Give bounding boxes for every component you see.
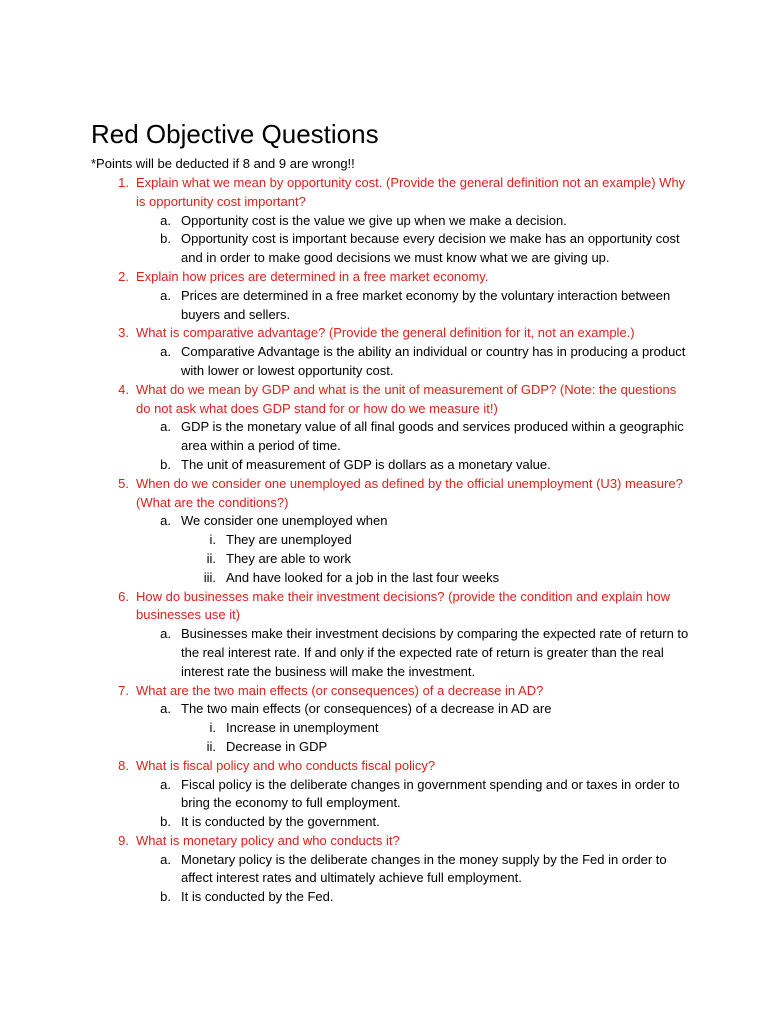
sub-answer-item (91, 738, 691, 757)
answer-item (91, 343, 691, 381)
answer-text: Fiscal policy is the deliberate changes in government spending and or taxes in order to bring the economy to full employment. (181, 776, 680, 811)
answer-item (91, 851, 691, 889)
question-number: 3. (118, 325, 129, 341)
answer-text: Opportunity cost is important because every decision we make has an opportunity cost and in order to make good decisions we must know what we are giving up. (181, 231, 680, 266)
answer-text: We consider one unemployed when (181, 513, 388, 529)
answer-label: a. (160, 513, 171, 529)
sub-answer-item (91, 569, 691, 588)
sub-answer-label: iii. (203, 569, 216, 585)
answer-label: a. (160, 344, 171, 360)
question-text: What are the two main effects (or consequences) of a decrease in AD? (136, 682, 544, 698)
question-number: 7. (118, 682, 129, 698)
question-number: 4. (118, 381, 129, 397)
question-item (91, 174, 691, 212)
question-number: 2. (118, 268, 129, 284)
sub-answer-text: Increase in unemployment (226, 720, 379, 736)
question-text: How do businesses make their investment decisions? (provide the condition and explain how businesses use it) (136, 588, 671, 623)
question-text: What do we mean by GDP and what is the unit of measurement of GDP? (Note: the questions do not ask what does GDP stand for or how do we measure it!) (136, 381, 677, 416)
answer-text: Opportunity cost is the value we give up when we make a decision. (181, 212, 567, 228)
answer-text: Businesses make their investment decisions by comparing the expected rate of return to the real interest rate. If and only if the expected rate of return is greater than the real interest rate the business will make the investment. (181, 626, 689, 679)
question-item (91, 475, 691, 513)
answer-item (91, 813, 691, 832)
answer-item (91, 230, 691, 268)
answer-item (91, 418, 691, 456)
answer-text: Monetary policy is the deliberate changes in the money supply by the Fed in order to affect interest rates and ultimately achieve full employment. (181, 851, 667, 886)
answer-text: Prices are determined in a free market economy by the voluntary interaction between buyers and sellers. (181, 287, 671, 322)
question-text: What is comparative advantage? (Provide the general definition for it, not an example.) (136, 325, 635, 341)
answer-item (91, 512, 691, 531)
question-number: 1. (118, 175, 129, 190)
answer-text: The unit of measurement of GDP is dollars as a monetary value. (181, 456, 551, 472)
answer-text: GDP is the monetary value of all final goods and services produced within a geographic area within a period of time. (181, 419, 684, 454)
question-list (91, 174, 691, 907)
sub-answer-text: They are unemployed (226, 532, 352, 548)
answer-item (91, 625, 691, 681)
question-item (91, 588, 691, 626)
sub-answer-text: Decrease in GDP (226, 738, 328, 754)
answer-label: a. (160, 776, 171, 792)
answer-label: b. (160, 231, 171, 247)
answer-label: a. (160, 851, 171, 867)
points-note: *Points will be deducted if 8 and 9 are wrong!! (91, 156, 355, 171)
question-item (91, 757, 691, 776)
answer-item (91, 776, 691, 814)
sub-answer-label: ii. (206, 550, 216, 566)
answer-label: b. (160, 814, 171, 830)
question-number: 6. (118, 588, 129, 604)
sub-answer-item (91, 531, 691, 550)
answer-label: b. (160, 889, 171, 905)
answer-label: a. (160, 419, 171, 435)
question-number: 9. (118, 832, 129, 848)
question-item (91, 268, 691, 287)
sub-answer-item (91, 719, 691, 738)
answer-label: a. (160, 701, 171, 717)
page-title: Red Objective Questions (91, 119, 379, 149)
question-text: What is monetary policy and who conducts it? (136, 832, 400, 848)
answer-text: The two main effects (or consequences) of a decrease in AD are (181, 701, 552, 717)
answer-text: Comparative Advantage is the ability an individual or country has in producing a product with lower or lowest opportunity cost. (181, 344, 686, 378)
sub-answer-item (91, 550, 691, 569)
question-item (91, 324, 691, 343)
sub-answer-label: i. (209, 532, 216, 548)
answer-label: a. (160, 626, 171, 642)
question-text: When do we consider one unemployed as defined by the official unemployment (U3) measure? (What are the conditions?) (136, 475, 683, 510)
question-text: Explain what we mean by opportunity cost. (Provide the general definition not an example) Why is opportunity cost important? (136, 175, 686, 209)
question-text: What is fiscal policy and who conducts fiscal policy? (136, 757, 436, 773)
answer-item (91, 287, 691, 325)
sub-answer-text: They are able to work (226, 550, 352, 566)
answer-text: It is conducted by the government. (181, 814, 380, 830)
question-number: 8. (118, 757, 129, 773)
answer-item (91, 456, 691, 475)
answer-item (91, 700, 691, 719)
question-item (91, 682, 691, 701)
answer-item (91, 212, 691, 231)
question-item (91, 832, 691, 851)
answer-label: a. (160, 212, 171, 228)
answer-label: a. (160, 287, 171, 303)
question-item (91, 381, 691, 419)
sub-answer-label: ii. (206, 738, 216, 754)
answer-text: It is conducted by the Fed. (181, 889, 334, 905)
sub-answer-label: i. (209, 720, 216, 736)
question-number: 5. (118, 475, 129, 491)
question-text: Explain how prices are determined in a free market economy. (136, 268, 489, 284)
answer-item (91, 888, 691, 907)
sub-answer-text: And have looked for a job in the last four weeks (226, 569, 500, 585)
answer-label: b. (160, 456, 171, 472)
